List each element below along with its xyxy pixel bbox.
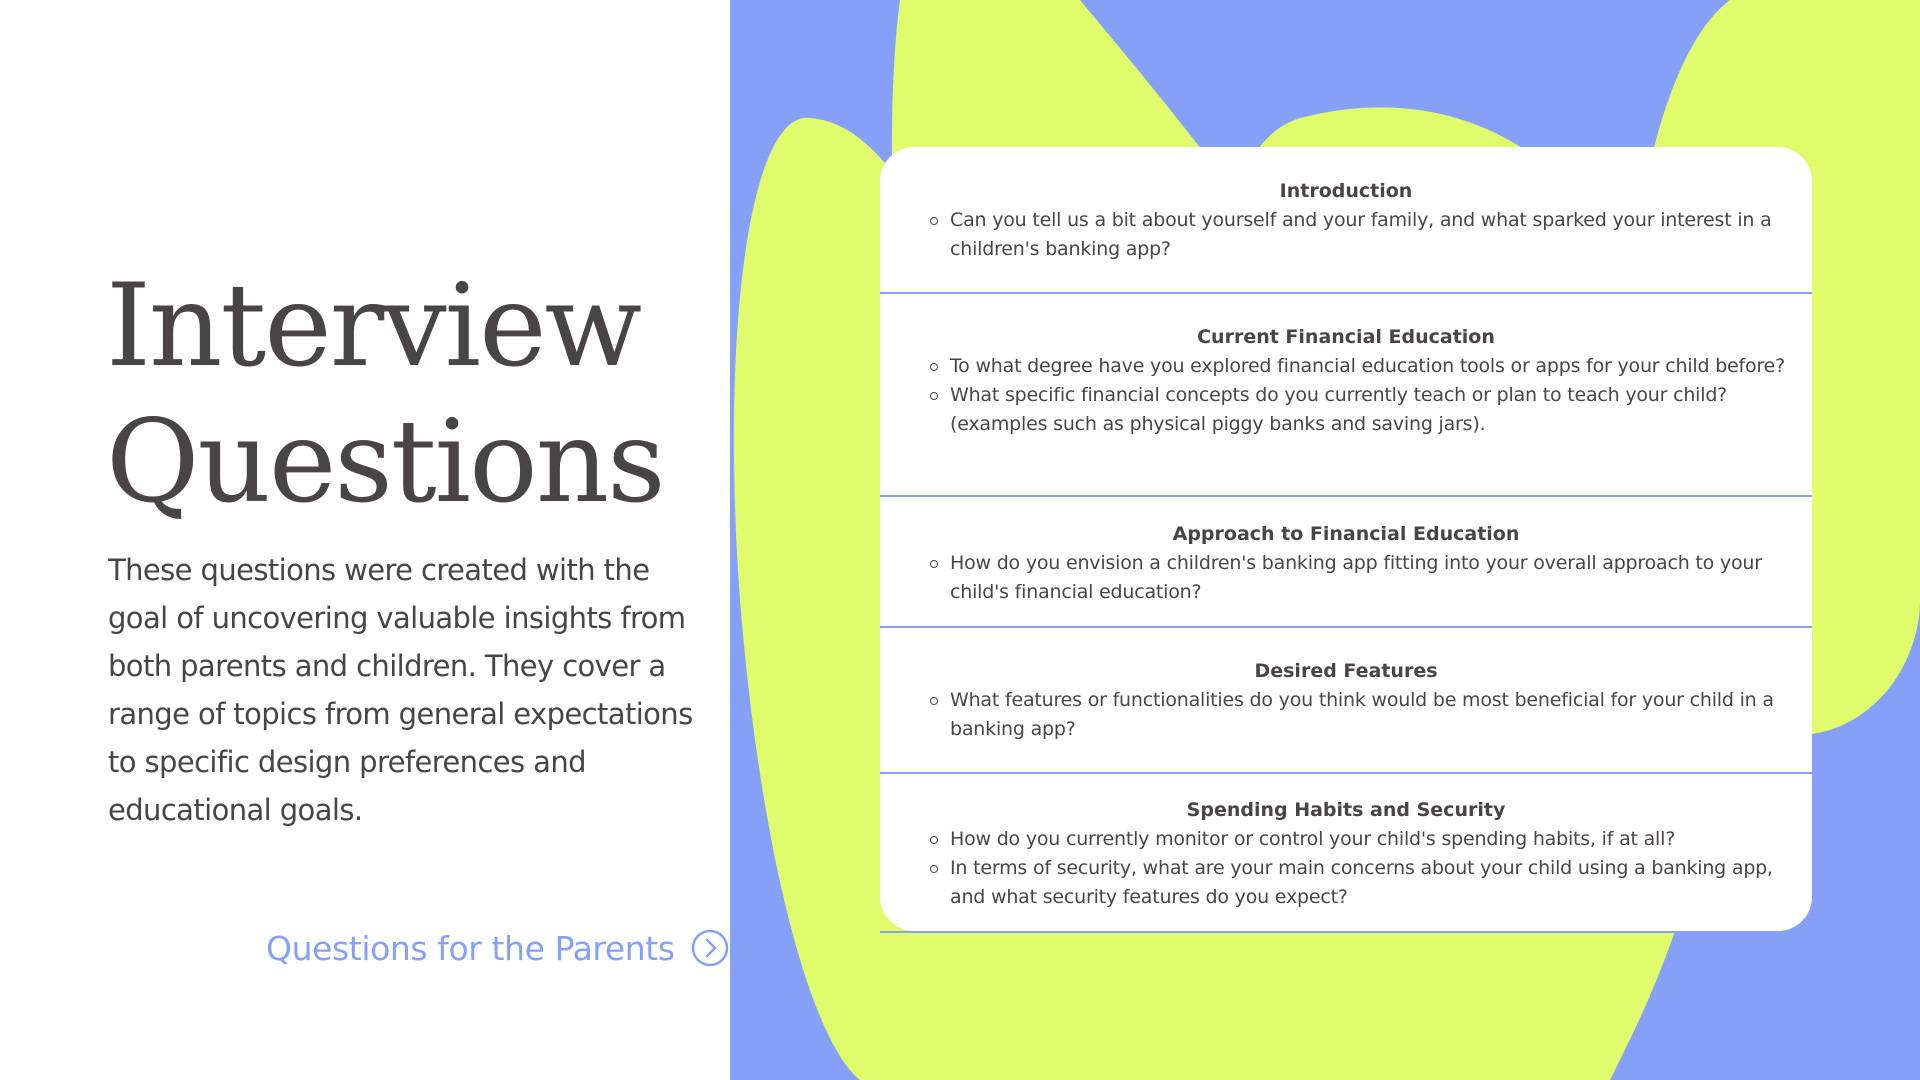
question-list	[880, 686, 1812, 744]
section-approach-to-financial-education	[880, 497, 1812, 628]
question-list	[880, 549, 1812, 607]
card-bottom-divider	[880, 931, 1812, 933]
question-list	[880, 352, 1812, 439]
questions-for-parents-link[interactable]	[266, 924, 729, 972]
questions-card	[880, 147, 1812, 931]
section-heading: Introduction	[1279, 180, 1413, 202]
nav-link-label: Questions for the Parents	[266, 928, 675, 968]
list-item: How do you envision a children's banking app fitting into your overall approach to your child's financial education?	[950, 549, 1792, 607]
section-current-financial-education	[880, 294, 1812, 497]
list-item: In terms of security, what are your main concerns about your child using a banking app, and what security features do you expect?	[950, 854, 1792, 912]
page-title	[106, 258, 664, 530]
title-line-1: Interview	[106, 259, 641, 392]
question-list	[880, 825, 1812, 912]
section-heading: Desired Features	[1254, 660, 1438, 682]
description-text: These questions were created with the goal of uncovering valuable insights from both parents and children. They cover a range of topics from general expectations to specific design preferences and educational goals.	[108, 553, 693, 827]
question-list	[880, 206, 1812, 264]
section-heading: Spending Habits and Security	[1186, 799, 1506, 821]
list-item: To what degree have you explored financial education tools or apps for your child before?	[950, 352, 1792, 381]
list-item: What features or functionalities do you think would be most beneficial for your child in a banking app?	[950, 686, 1792, 744]
section-heading: Current Financial Education	[1197, 326, 1495, 348]
chevron-right-circle-icon[interactable]	[691, 929, 729, 967]
list-item: What specific financial concepts do you currently teach or plan to teach your child? (examples such as physical piggy banks and saving jars).	[950, 381, 1792, 439]
list-item: Can you tell us a bit about yourself and your family, and what sparked your interest in a children's banking app?	[950, 206, 1792, 264]
section-desired-features	[880, 628, 1812, 774]
section-spending-habits-and-security	[880, 774, 1812, 931]
title-line-2: Questions	[106, 395, 664, 528]
left-panel	[0, 0, 730, 1080]
list-item: How do you currently monitor or control your child's spending habits, if at all?	[950, 825, 1792, 854]
section-heading: Approach to Financial Education	[1172, 523, 1520, 545]
section-introduction	[880, 147, 1812, 294]
